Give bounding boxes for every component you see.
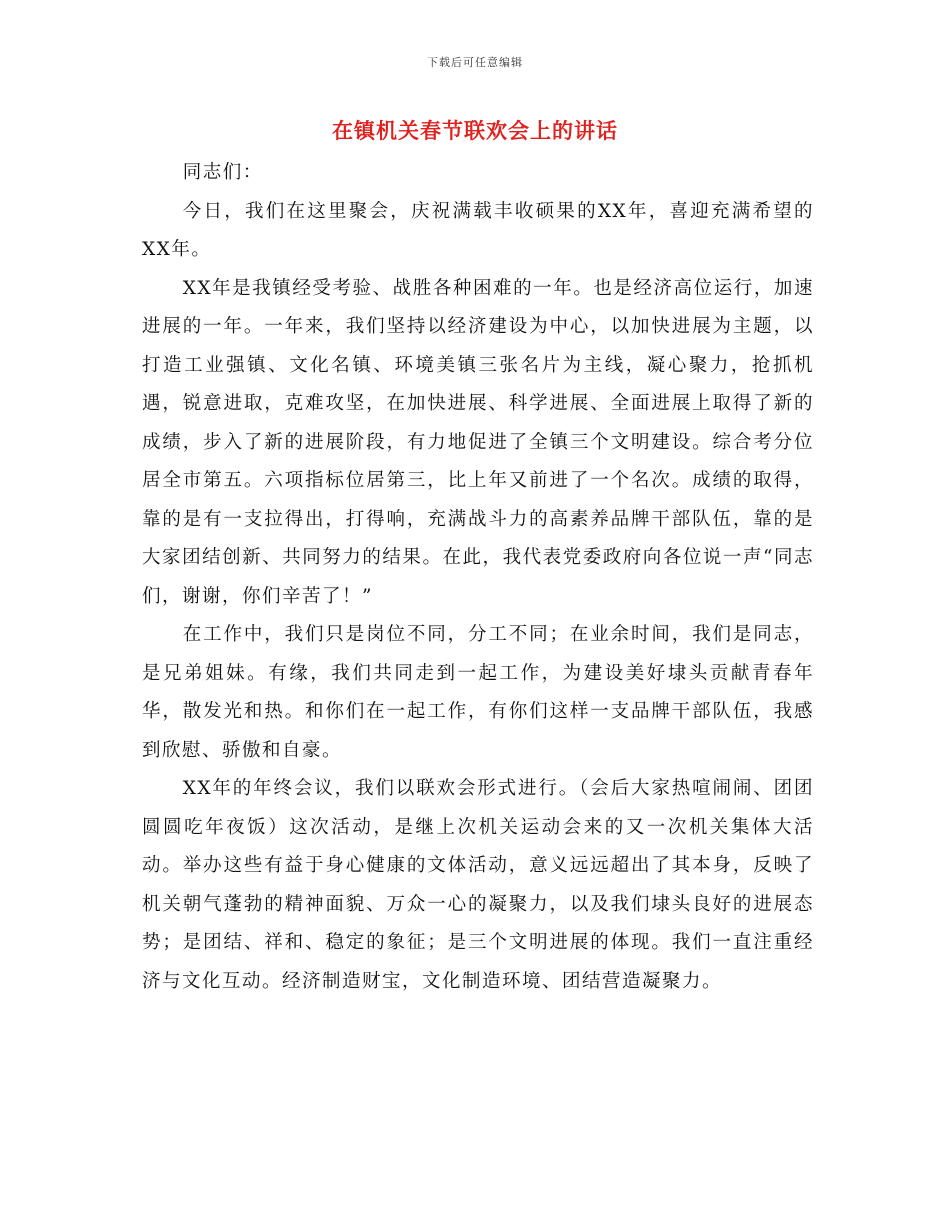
page-title: 在镇机关春节联欢会上的讲话: [332, 118, 618, 143]
paragraph: 今日，我们在这里聚会，庆祝满载丰收硕果的XX年，喜迎充满希望的XX年。: [142, 200, 814, 260]
paragraph: 在工作中，我们只是岗位不同，分工不同；在业余时间，我们是同志，是兄弟姐妹。有缘，我们共同走到一起工作，为建设美好埭头贡献青春年华，散发光和热。和你们在一起工作，有你们这样一支品牌干部队伍，我感到欣慰、骄傲和自豪。: [142, 624, 814, 761]
header-note: 下载后可任意编辑: [427, 56, 523, 69]
paragraph-salutation: 同志们：: [182, 162, 263, 183]
document-body: [142, 154, 814, 1001]
paragraph: XX年的年终会议，我们以联欢会形式进行。（会后大家热喧闹闹、团团圆圆吃年夜饭）这次活动，是继上次机关运动会来的又一次机关集体大活动。举办这些有益于身心健康的文体活动，意义远远超出了其本身，反映了机关朝气蓬勃的精神面貌、万众一心的凝聚力，以及我们埭头良好的进展态势；是团结、祥和、稳定的象征；是三个文明进展的体现。我们一直注重经济与文化互动。经济制造财宝，文化制造环境、团结营造凝聚力。: [142, 778, 814, 992]
paragraph: XX年是我镇经受考验、战胜各种困难的一年。也是经济高位运行，加速进展的一年。一年来，我们坚持以经济建设为中心，以加快进展为主题，以打造工业强镇、文化名镇、环境美镇三张名片为主线，凝心聚力，抢抓机遇，锐意进取，克难攻坚，在加快进展、科学进展、全面进展上取得了新的成绩，步入了新的进展阶段，有力地促进了全镇三个文明建设。综合考分位居全市第五。六项指标位居第三，比上年又前进了一个名次。成绩的取得，靠的是有一支拉得出，打得响，充满战斗力的高素养品牌干部队伍，靠的是大家团结创新、共同努力的结果。在此，我代表党委政府向各位说一声“同志们，谢谢，你们辛苦了！”: [142, 277, 814, 607]
